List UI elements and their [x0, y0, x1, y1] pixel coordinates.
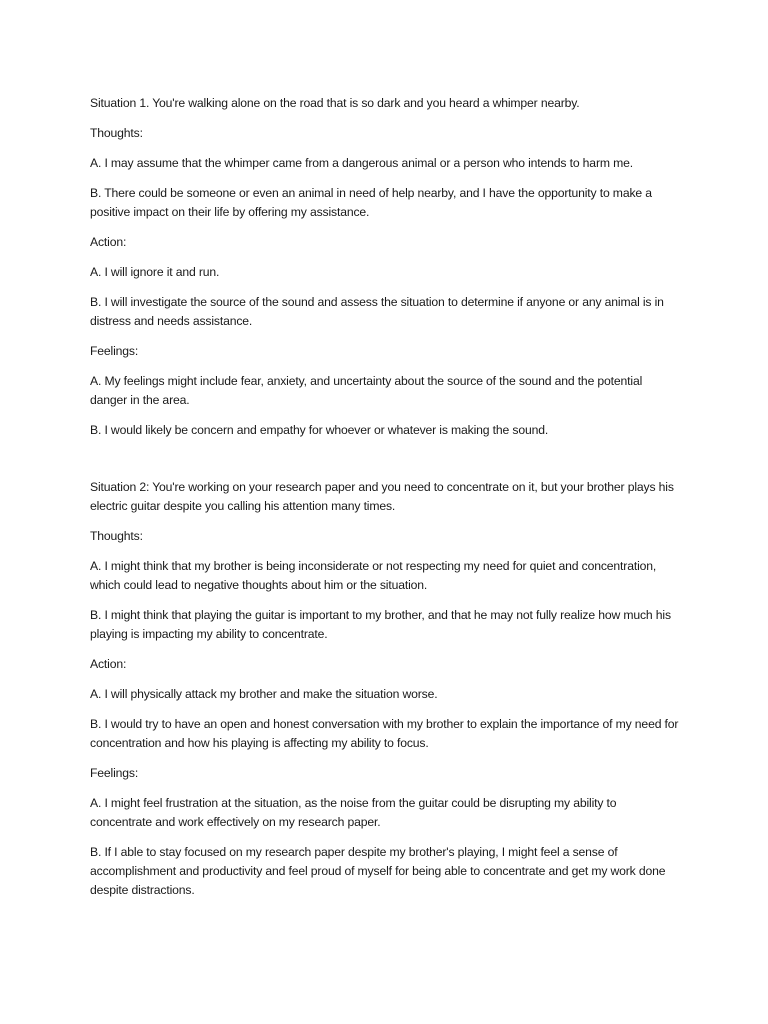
situation-1-feelings-a: A. My feelings might include fear, anxiety, and uncertainty about the source of the sound and the potential danger in the area. — [90, 374, 643, 407]
situation-1-thoughts-label: Thoughts: — [90, 126, 143, 140]
situation-2-feelings-a: A. I might feel frustration at the situation, as the noise from the guitar could be disrupting my ability to concentrate and work effectively on my research paper. — [90, 796, 617, 829]
situation-1-thoughts-a: A. I may assume that the whimper came from a dangerous animal or a person who intends to harm me. — [90, 156, 633, 170]
section-spacer — [90, 451, 680, 478]
document-body — [90, 94, 680, 911]
situation-2-thoughts-label: Thoughts: — [90, 529, 143, 543]
situation-1-action-b: B. I will investigate the source of the sound and assess the situation to determine if anyone or any animal is in distress and needs assistance. — [90, 295, 664, 328]
situation-1-thoughts-b: B. There could be someone or even an animal in need of help nearby, and I have the opportunity to make a positive impact on their life by offering my assistance. — [90, 186, 652, 219]
situation-1-intro: Situation 1. You're walking alone on the road that is so dark and you heard a whimper nearby. — [90, 96, 580, 110]
situation-1 — [90, 94, 680, 440]
situation-2-action-b: B. I would try to have an open and honest conversation with my brother to explain the importance of my need for concentration and how his playing is affecting my ability to focus. — [90, 717, 679, 750]
situation-1-feelings-label: Feelings: — [90, 344, 139, 358]
situation-2-action-a: A. I will physically attack my brother and make the situation worse. — [90, 687, 438, 701]
situation-1-feelings-b: B. I would likely be concern and empathy for whoever or whatever is making the sound. — [90, 423, 549, 437]
situation-2-action-label: Action: — [90, 657, 127, 671]
situation-2-thoughts-a: A. I might think that my brother is being inconsiderate or not respecting my need for quiet and concentration, which could lead to negative thoughts about him or the situation. — [90, 559, 657, 592]
situation-1-action-label: Action: — [90, 235, 127, 249]
situation-1-action-a: A. I will ignore it and run. — [90, 265, 220, 279]
situation-2-feelings-b: B. If I able to stay focused on my research paper despite my brother's playing, I might feel a sense of accomplishment and productivity and feel proud of myself for being able to concentrate and get my work done despite distractions. — [90, 845, 666, 897]
situation-2-thoughts-b: B. I might think that playing the guitar is important to my brother, and that he may not fully realize how much his playing is impacting my ability to concentrate. — [90, 608, 671, 641]
situation-2-feelings-label: Feelings: — [90, 766, 139, 780]
situation-2 — [90, 478, 680, 900]
situation-2-intro: Situation 2: You're working on your research paper and you need to concentrate on it, but your brother plays his electric guitar despite you calling his attention many times. — [90, 480, 674, 513]
